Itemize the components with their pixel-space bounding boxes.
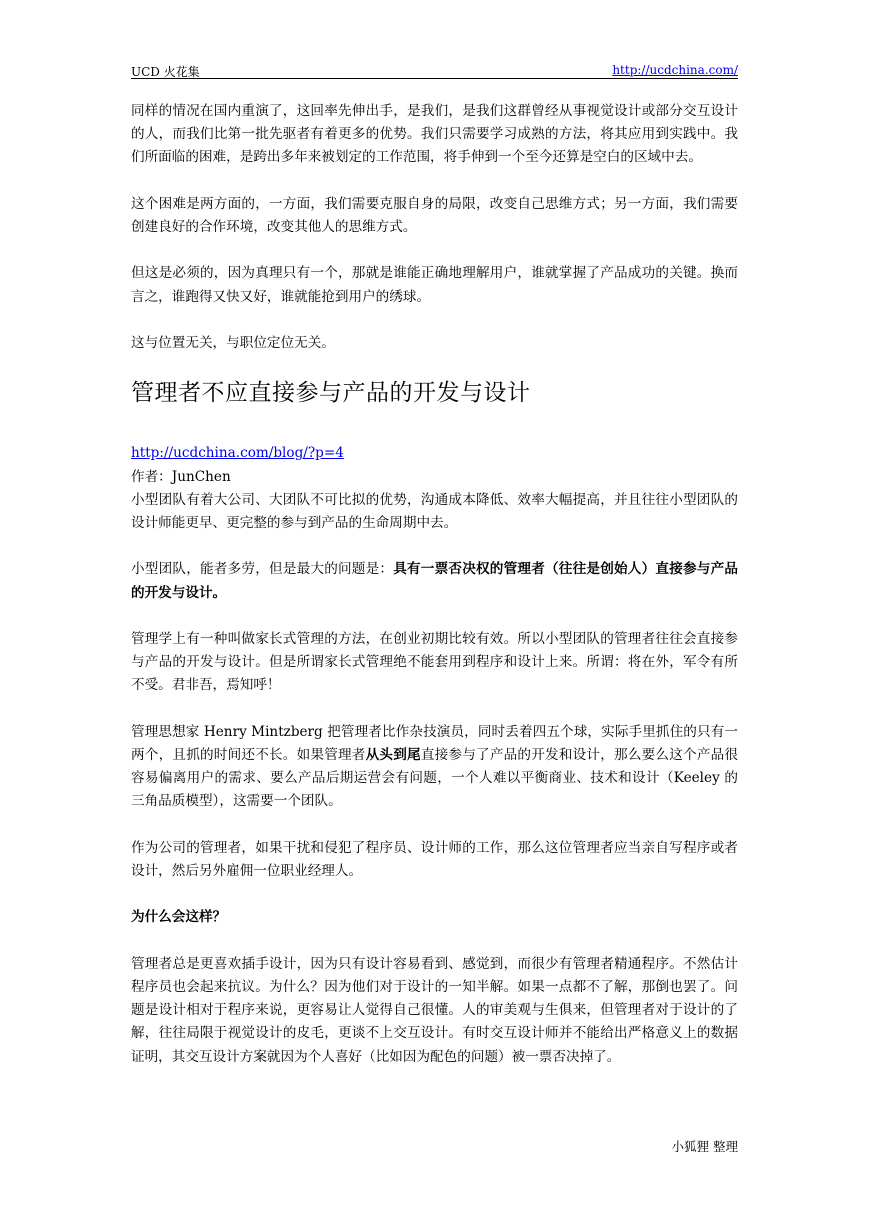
article-title: 管理者不应直接参与产品的开发与设计 xyxy=(131,380,531,407)
bold-text: 从头到尾 xyxy=(365,746,421,763)
paragraph: 作为公司的管理者，如果干扰和侵犯了程序员、设计师的工作，那么这位管理者应当亲自写程序或者设计，然后另外雇佣一位职业经理人。 xyxy=(131,839,738,879)
header-link[interactable]: http://ucdchina.com/ xyxy=(612,63,738,77)
paragraph xyxy=(131,558,738,604)
paragraph: 这个困难是两方面的，一方面，我们需要克服自身的局限，改变自己思维方式；另一方面，我们需要创建良好的合作环境，改变其他人的思维方式。 xyxy=(131,195,738,235)
article-author: 作者：JunChen xyxy=(131,468,231,485)
article-meta xyxy=(131,442,738,488)
paragraph: 但这是必须的，因为真理只有一个，那就是谁能正确地理解用户，谁就掌握了产品成功的关键。换而言之，谁跑得又快又好，谁就能抢到用户的绣球。 xyxy=(131,265,738,305)
bold-text: 具有一票否决权的管理者（往往是创始人）直接参与产品的开发与设计。 xyxy=(131,561,738,601)
paragraph xyxy=(131,721,738,814)
document-body xyxy=(131,100,738,1092)
paragraph: 小型团队有着大公司、大团队不可比拟的优势，沟通成本降低、效率大幅提高，并且往往小型团队的设计师能更早、更完整的参与到产品的生命周期中去。 xyxy=(131,491,738,531)
page-header xyxy=(131,60,738,79)
header-title: UCD 火花集 xyxy=(131,65,200,79)
paragraph: 管理者总是更喜欢插手设计，因为只有设计容易看到、感觉到，而很少有管理者精通程序。不然估计程序员也会起来抗议。为什么？因为他们对于设计的一知半解。如果一点都不了解，那倒也罢了。问题是设计相对于程序来说，更容易让人觉得自己很懂。人的审美观与生俱来，但管理者对于设计的了解，往往局限于视觉设计的皮毛，更谈不上交互设计。有时交互设计师并不能给出严格意义上的数据证明，其交互设计方案就因为个人喜好（比如因为配色的问题）被一票否决掉了。 xyxy=(131,955,738,1065)
paragraph: 管理学上有一种叫做家长式管理的方法，在创业初期比较有效。所以小型团队的管理者往往会直接参与产品的开发与设计。但是所谓家长式管理绝不能套用到程序和设计上来。所谓：将在外，军令有所不受。君非吾，焉知呼！ xyxy=(131,630,738,694)
paragraph-text: 直接参与了产品的开发和设计，那么要么这个产品很容易偏离用户的需求、要么产品后期运营会有问题，一个人难以平衡商业、技术和设计（Keeley 的三角品质模型），这需要一个团队。 xyxy=(131,746,739,810)
subheading-text: 为什么会这样？ xyxy=(131,909,227,926)
page-footer: 小狐狸 整理 xyxy=(671,1139,738,1154)
paragraph: 这与位置无关，与职位定位无关。 xyxy=(131,334,335,351)
paragraph-text: 管理思想家 Henry Mintzberg 把管理者比作杂技演员，同时丢着四五个球，实际手里抓住的只有一两个，且抓的时间还不长。如果管理者 xyxy=(131,723,738,763)
paragraph-text: 小型团队，能者多劳，但是最大的问题是： xyxy=(131,561,394,578)
article-link[interactable]: http://ucdchina.com/blog/?p=4 xyxy=(131,445,344,462)
subheading xyxy=(131,906,738,929)
paragraph: 同样的情况在国内重演了，这回率先伸出手，是我们，是我们这群曾经从事视觉设计或部分交互设计的人，而我们比第一批先驱者有着更多的优势。我们只需要学习成熟的方法，将其应用到实践中。我们所面临的困难，是跨出多年来被划定的工作范围，将手伸到一个至今还算是空白的区域中去。 xyxy=(131,103,738,166)
